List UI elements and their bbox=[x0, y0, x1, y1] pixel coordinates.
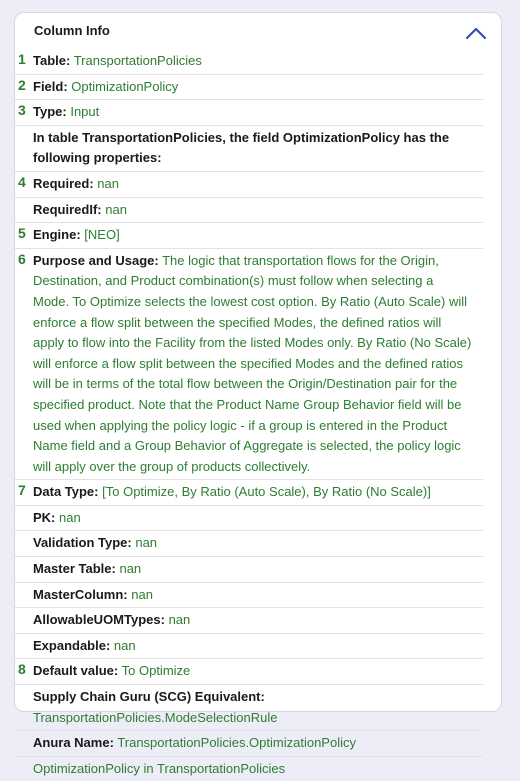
row-anura-extra bbox=[15, 757, 483, 781]
row-intro bbox=[15, 126, 483, 172]
row-scg-equivalent bbox=[15, 685, 483, 731]
field-value: OptimizationPolicy bbox=[71, 78, 179, 94]
purpose-value: The logic that transportation flows for the Origin, Destination, and Product combination(s) must follow when selecting a Mode. To Optimize selects the lowest cost option. By Ratio (Auto Scale) will enforce a flow split between the specified Modes, the defined ratios will apply to flow into the Facility from the listed Modes only. By Ratio (No Scale) will enforce a flow split between the specified Modes and the defined ratios will be in terms of the total flow between the Origin/Destination pair for the specified product. Note that the Product Name Group Behavior field will be used when applying the policy logic - if a group is entered in the Product Name field and a Group Behavior of Aggregate is selected, the policy logic will apply over the group of products collectively. bbox=[33, 252, 472, 474]
row-table bbox=[15, 49, 483, 75]
allowable-uom-value: nan bbox=[168, 612, 191, 628]
anura-value: TransportationPolicies.OptimizationPolicy bbox=[117, 735, 356, 751]
panel-title: Column Info bbox=[34, 23, 110, 38]
chevron-up-icon bbox=[465, 23, 487, 43]
row-number: 2 bbox=[18, 76, 26, 93]
required-value: nan bbox=[97, 175, 119, 191]
type-value: Input bbox=[70, 104, 100, 120]
row-number: 4 bbox=[18, 173, 26, 190]
row-number: 5 bbox=[18, 225, 26, 242]
allowable-uom-label: AllowableUOMTypes: bbox=[33, 612, 165, 628]
row-validation-type bbox=[15, 531, 483, 557]
purpose-label: Purpose and Usage: bbox=[33, 252, 159, 268]
expandable-value: nan bbox=[113, 637, 136, 653]
row-anura-name bbox=[15, 731, 483, 757]
anura-label: Anura Name: bbox=[33, 735, 114, 751]
row-allowable-uom bbox=[15, 608, 483, 634]
field-label: Field: bbox=[33, 78, 68, 94]
required-label: Required: bbox=[33, 175, 94, 191]
row-number: 8 bbox=[18, 661, 26, 678]
required-if-label: RequiredIf: bbox=[33, 201, 102, 217]
row-pk bbox=[15, 506, 483, 532]
row-required-if bbox=[15, 198, 483, 224]
data-type-label: Data Type: bbox=[33, 484, 99, 500]
row-expandable bbox=[15, 634, 483, 660]
anura-extra-value: OptimizationPolicy in TransportationPolicies bbox=[33, 760, 286, 776]
pk-label: PK: bbox=[33, 509, 56, 525]
pk-value: nan bbox=[59, 509, 81, 525]
scg-value: TransportationPolicies.ModeSelectionRule bbox=[33, 709, 278, 725]
row-data-type bbox=[15, 480, 483, 506]
validation-type-label: Validation Type: bbox=[33, 535, 132, 551]
data-type-value: [To Optimize, By Ratio (Auto Scale), By Ratio (No Scale)] bbox=[102, 484, 431, 500]
required-if-value: nan bbox=[105, 201, 127, 217]
row-number: 1 bbox=[18, 51, 26, 67]
default-value-label: Default value: bbox=[33, 663, 119, 679]
master-table-label: Master Table: bbox=[33, 561, 116, 577]
table-value: TransportationPolicies bbox=[73, 53, 202, 68]
property-list bbox=[15, 49, 501, 781]
engine-label: Engine: bbox=[33, 227, 81, 243]
row-type bbox=[15, 100, 483, 126]
engine-value: [NEO] bbox=[84, 227, 120, 243]
row-required bbox=[15, 172, 483, 198]
validation-type-value: nan bbox=[135, 535, 158, 551]
row-engine bbox=[15, 223, 483, 249]
row-number: 3 bbox=[18, 102, 26, 119]
scg-label: Supply Chain Guru (SCG) Equivalent: bbox=[33, 689, 265, 705]
collapse-button[interactable] bbox=[465, 23, 487, 43]
table-label: Table: bbox=[33, 53, 71, 68]
row-field bbox=[15, 75, 483, 101]
row-number: 6 bbox=[18, 250, 26, 267]
row-purpose bbox=[15, 249, 483, 481]
master-table-value: nan bbox=[119, 561, 142, 577]
intro-text: In table TransportationPolicies, the field OptimizationPolicy has the following properties: bbox=[33, 129, 450, 166]
master-column-value: nan bbox=[131, 586, 153, 602]
row-master-table bbox=[15, 557, 483, 583]
row-default-value bbox=[15, 659, 483, 685]
default-value-value: To Optimize bbox=[121, 663, 191, 679]
column-info-panel bbox=[14, 12, 502, 776]
row-number: 7 bbox=[18, 482, 26, 499]
expandable-label: Expandable: bbox=[33, 637, 111, 653]
type-label: Type: bbox=[33, 104, 67, 120]
master-column-label: MasterColumn: bbox=[33, 586, 128, 602]
row-master-column bbox=[15, 583, 483, 609]
